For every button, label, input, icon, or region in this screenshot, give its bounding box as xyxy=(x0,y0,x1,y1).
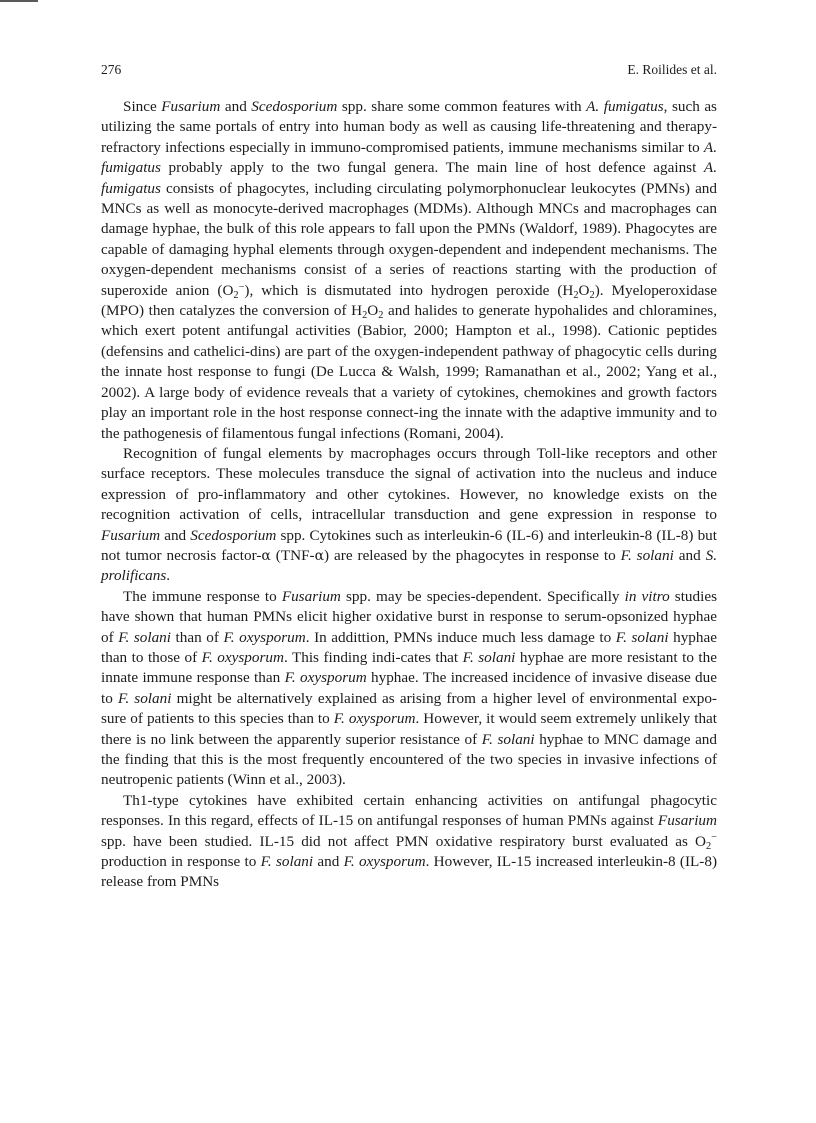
italic-term: A. fumigatus xyxy=(101,138,717,177)
italic-term: Scedosporium xyxy=(251,98,338,115)
subscript: 2 xyxy=(233,289,239,301)
text-run: (TNF- xyxy=(270,546,315,564)
subscript: 2 xyxy=(362,310,368,322)
italic-term: in vitro xyxy=(624,587,670,605)
text-run: α xyxy=(314,547,325,564)
subscript: 2 xyxy=(378,310,384,322)
text-run: and halides to generate hypohalides and chloramines, which exert potent antifungal activities (Babior, 2000; Hampton et al., 1998). Cationic peptides (defensins and cathelici-dins) are part of the oxygen-independent pathway of phagocytic cells during the innate host response to fungi (De Lucca & Walsh, 1999; Ramanathan et al., 2002; Yang et al., 2002). A large body of evidence reveals that a variety of cytokines, chemokines and growth factors play an important role in the host response connect-ing the innate with the adaptive immunity and to the pathogenesis of filamentous fungal infections (Romani, 2004). xyxy=(101,302,717,442)
superscript: − xyxy=(711,832,717,844)
text-run: . xyxy=(166,567,171,585)
page-number: 276 xyxy=(101,62,122,77)
text-run: Since xyxy=(123,98,162,115)
text-run: α xyxy=(261,547,271,564)
text-run: spp. have been studied. IL-15 did not affect PMN oxidative respiratory burst evaluated as O xyxy=(101,832,706,850)
text-run: ) are released by the phagocytes in response to xyxy=(324,546,621,564)
italic-term: F. oxysporum xyxy=(343,853,426,871)
text-run: spp. Cytokines such as interleukin-6 (IL-6) and interleukin-8 (IL-8) but not tumor necrosis factor- xyxy=(101,526,717,564)
italic-term: Fusarium xyxy=(101,526,161,544)
text-run: spp. share some common features with xyxy=(337,98,587,115)
text-run: hyphae are more resistant to the innate immune response than xyxy=(101,648,717,687)
text-run: and xyxy=(673,546,706,564)
paragraph xyxy=(101,444,717,587)
text-run: and xyxy=(160,526,191,544)
subscript: 2 xyxy=(706,840,712,852)
text-run: than of xyxy=(171,628,224,646)
text-run: O xyxy=(367,302,379,320)
text-run: . This finding indi-cates that xyxy=(283,648,463,666)
italic-term: Fusarium xyxy=(281,587,341,605)
paragraph xyxy=(101,587,717,791)
text-run: consists of phagocytes, including circulating polymorphonuclear leukocytes (PMNs) and MNCs as well as monocyte-derived macrophages (MDMs). Although MNCs and macrophages can damage hyphae, the bulk of this role appears to fall upon the PMNs (Waldorf, 1989). Phagocytes are capable of damaging hyphal elements through oxygen-dependent and independent mechanisms. The oxygen-dependent mechanisms consist of a series of reactions starting with the production of superoxide anion (O xyxy=(101,179,717,299)
text-run: spp. may be species-dependent. Specifically xyxy=(340,587,625,605)
text-run: . In addittion, PMNs induce much less damage to xyxy=(305,628,616,646)
text-run: hyphae. The increased incidence of invasive disease due to xyxy=(101,669,717,707)
text-run: Recognition of fungal elements by macrophages occurs through Toll-like receptors and other surface receptors. These molecules transduce the signal of activation into the nucleus and induce expression of pro-inflammatory and other cytokines. However, no knowledge exists on the recognition activation of cells, intracellular transduction and gene expression in response to xyxy=(101,444,717,524)
italic-term: F. solani xyxy=(118,689,172,707)
paragraph xyxy=(101,97,717,444)
subscript: 2 xyxy=(589,289,595,301)
text-run: probably apply to the two fungal genera. The main line of host defence against xyxy=(160,159,704,177)
italic-term: F. oxysporum xyxy=(284,669,367,687)
text-run: and xyxy=(220,98,252,115)
italic-term: S. prolificans xyxy=(101,546,717,585)
italic-term: Scedosporium xyxy=(190,526,277,544)
italic-term: A. fumigatus xyxy=(101,159,717,197)
text-run: . However, IL-15 increased interleukin-8 (IL-8) release from PMNs xyxy=(101,853,718,891)
italic-term: Fusarium xyxy=(657,812,717,830)
text-run: ), which is dismutated into hydrogen peroxide (H xyxy=(244,281,574,299)
superscript: − xyxy=(238,281,245,293)
text-run: hyphae to MNC damage and the finding that this is the most frequently encountered of the two species in invasive infections of neutropenic patients (Winn et al., 2003). xyxy=(101,730,717,789)
text-run: and xyxy=(313,853,344,871)
crop-mark xyxy=(0,0,38,2)
text-run: The immune response to xyxy=(123,587,282,605)
body-text xyxy=(101,97,717,893)
text-run: production in response to xyxy=(101,853,261,871)
text-run: . However, it would seem extremely unlikely that there is no link between the apparently superior resistance of xyxy=(101,710,717,748)
text-run: O xyxy=(578,281,590,299)
italic-term: F. solani xyxy=(462,648,516,666)
text-run: studies have shown that human PMNs elicit higher oxidative burst in response to serum-opsonized hyphae of xyxy=(101,587,717,646)
text-run: Th1-type cytokines have exhibited certain enhancing activities on antifungal phagocytic responses. In this regard, effects of IL-15 on antifungal responses of human PMNs against xyxy=(101,791,717,830)
subscript: 2 xyxy=(573,289,579,301)
italic-term: F. oxysporum xyxy=(333,710,416,728)
text-run: , such as utilizing the same portals of entry into human body as well as causing life-threatening and therapy-refractory infections especially in immuno-compromised patients, immune mechanisms similar to xyxy=(101,98,717,156)
italic-term: F. solani xyxy=(615,628,669,646)
italic-term: F. solani xyxy=(260,853,314,871)
italic-term: Fusarium xyxy=(161,98,221,115)
italic-term: F. solani xyxy=(620,546,674,564)
italic-term: F. solani xyxy=(118,628,171,646)
paragraph xyxy=(101,791,717,893)
text-run: ). Myeloperoxidase (MPO) then catalyzes the conversion of H xyxy=(101,281,717,320)
italic-term: F. solani xyxy=(481,730,535,748)
italic-term: A. fumigatus xyxy=(586,98,664,115)
italic-term: F. oxysporum xyxy=(201,648,284,666)
text-run: might be alternatively explained as arising from a higher level of environmental expo-sure of patients to this species than to xyxy=(101,689,717,728)
text-run: hyphae than to those of xyxy=(101,628,717,666)
running-author: E. Roilides et al. xyxy=(627,62,717,77)
italic-term: F. oxysporum xyxy=(223,628,306,646)
